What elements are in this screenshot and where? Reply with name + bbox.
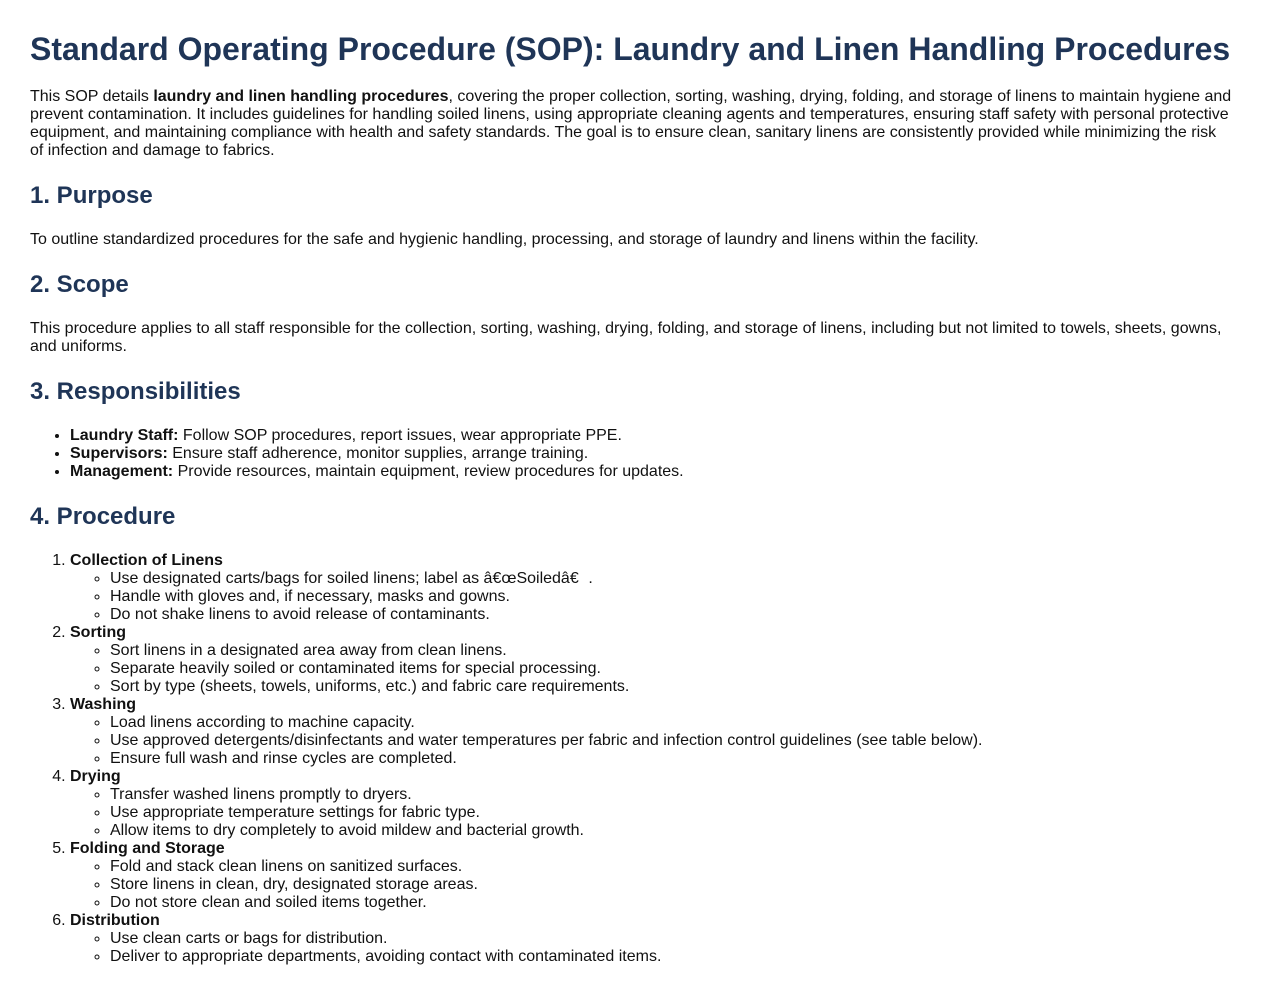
purpose-text: To outline standardized procedures for the safe and hygienic handling, processing, and storage of laundry and linens within the facility. xyxy=(30,231,979,248)
procedure-substeps xyxy=(70,642,1233,696)
procedure-substep: ◦ Allow items to dry completely to avoid mildew and bacterial growth. xyxy=(110,822,1233,840)
intro-rest: , covering the proper collection, sorting, washing, drying, folding, and storage of linens to maintain hygiene and prevent contamination. It includes guidelines for handling soiled linens, using appropriate cleaning agents and temperatures, ensuring staff safety with personal protective equipment, and maintaining compliance with health and safety standards. The goal is to ensure clean, sanitary linens are consistently provided while minimizing the risk of infection and damage to fabrics. xyxy=(30,88,1232,159)
procedure-step-washing xyxy=(70,696,1233,768)
procedure-step-title: Collection of Linens xyxy=(70,552,223,569)
purpose-heading: 1. Purpose xyxy=(30,182,153,209)
procedure-substep: ◦ Use clean carts or bags for distribution. xyxy=(110,930,1233,948)
procedure-step-title: Folding and Storage xyxy=(70,840,225,857)
responsibility-role: Management: xyxy=(70,463,174,480)
procedure-step-collection xyxy=(70,552,1233,624)
responsibility-item-management xyxy=(70,463,1233,481)
procedure-substep: ◦ Separate heavily soiled or contaminated items for special processing. xyxy=(110,660,1233,678)
procedure-substep: ◦ Use designated carts/bags for soiled linens; label as â€œSoiledâ€. xyxy=(110,570,1233,588)
procedure-steps-list xyxy=(30,552,1233,966)
procedure-step-drying xyxy=(70,768,1233,840)
procedure-substep: ◦ Deliver to appropriate departments, avoiding contact with contaminated items. xyxy=(110,948,1233,966)
responsibility-text: Ensure staff adherence, monitor supplies, arrange training. xyxy=(167,445,589,462)
responsibility-role: Laundry Staff: xyxy=(70,427,179,444)
procedure-heading: 4. Procedure xyxy=(30,503,176,530)
procedure-substep: ◦ Sort linens in a designated area away from clean linens. xyxy=(110,642,1233,660)
procedure-substep: ◦ Use approved detergents/disinfectants and water temperatures per fabric and infection control guidelines (see table below). xyxy=(110,732,1233,750)
procedure-step-distribution xyxy=(70,912,1233,966)
procedure-step-title: Drying xyxy=(70,768,121,785)
procedure-substep: ◦ Do not store clean and soiled items together. xyxy=(110,894,1233,912)
procedure-substep: ◦ Use appropriate temperature settings for fabric type. xyxy=(110,804,1233,822)
procedure-substep: ◦ Transfer washed linens promptly to dryers. xyxy=(110,786,1233,804)
scope-text: This procedure applies to all staff responsible for the collection, sorting, washing, drying, folding, and storage of linens, including but not limited to towels, sheets, gowns, and uniforms. xyxy=(30,320,1222,355)
responsibilities-list xyxy=(30,427,1233,481)
procedure-substep: ◦ Do not shake linens to avoid release of contaminants. xyxy=(110,606,1233,624)
responsibility-item-supervisors xyxy=(70,445,1233,463)
procedure-substeps xyxy=(70,930,1233,966)
procedure-substep: ◦ Fold and stack clean linens on sanitized surfaces. xyxy=(110,858,1233,876)
procedure-substeps xyxy=(70,858,1233,912)
responsibility-text: Follow SOP procedures, report issues, wear appropriate PPE. xyxy=(178,427,622,444)
responsibility-role: Supervisors: xyxy=(70,445,168,462)
procedure-substep: ◦ Store linens in clean, dry, designated storage areas. xyxy=(110,876,1233,894)
intro-paragraph xyxy=(30,88,1233,160)
intro-lead: This SOP details xyxy=(30,88,154,105)
procedure-substeps xyxy=(70,786,1233,840)
procedure-substep: ◦ Load linens according to machine capacity. xyxy=(110,714,1233,732)
procedure-step-title: Sorting xyxy=(70,624,126,641)
scope-heading: 2. Scope xyxy=(30,271,129,298)
page-title: Standard Operating Procedure (SOP): Laundry and Linen Handling Procedures xyxy=(30,31,1231,67)
procedure-substep: ◦ Ensure full wash and rinse cycles are completed. xyxy=(110,750,1233,768)
intro-bold: laundry and linen handling procedures xyxy=(153,88,449,105)
procedure-substeps xyxy=(70,570,1233,624)
procedure-substep: ◦ Sort by type (sheets, towels, uniforms, etc.) and fabric care requirements. xyxy=(110,678,1233,696)
responsibilities-heading: 3. Responsibilities xyxy=(30,378,241,405)
procedure-step-title: Washing xyxy=(70,696,137,713)
procedure-step-title: Distribution xyxy=(70,912,160,929)
procedure-substeps xyxy=(70,714,1233,768)
procedure-substep: ◦ Handle with gloves and, if necessary, masks and gowns. xyxy=(110,588,1233,606)
procedure-step-folding-storage xyxy=(70,840,1233,912)
responsibility-item-laundry-staff xyxy=(70,427,1233,445)
procedure-step-sorting xyxy=(70,624,1233,696)
responsibility-text: Provide resources, maintain equipment, review procedures for updates. xyxy=(173,463,684,480)
